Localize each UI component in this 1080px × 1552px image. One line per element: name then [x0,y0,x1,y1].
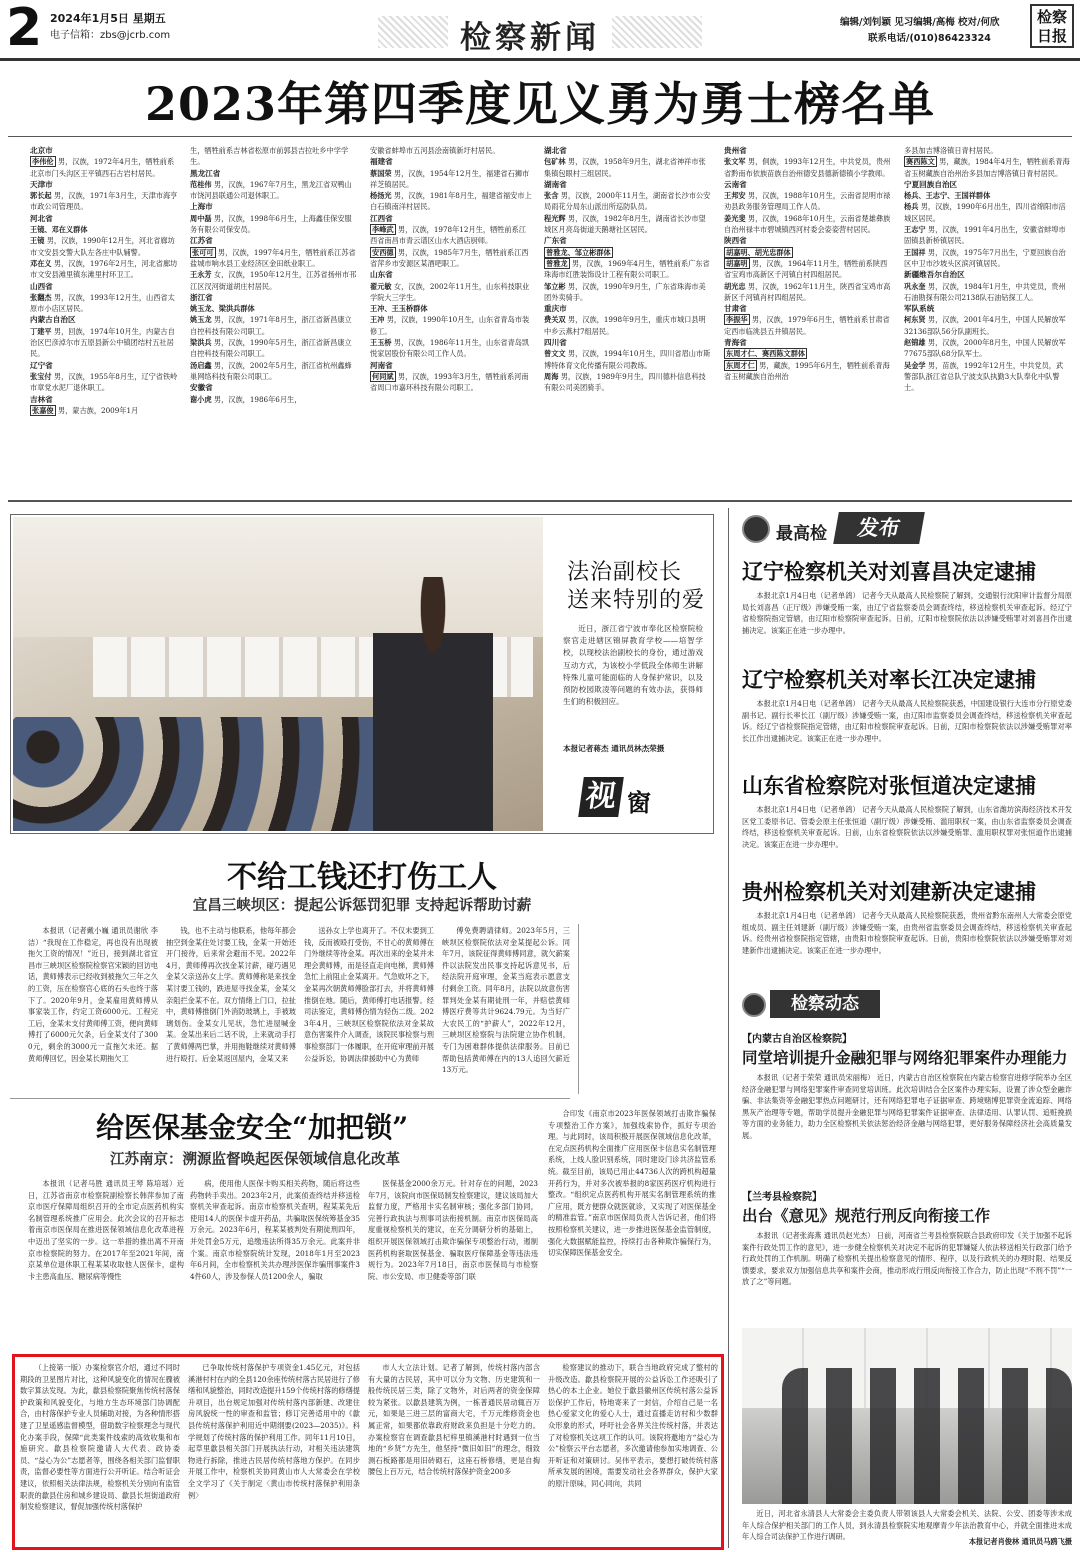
photo-story-credit: 本报记者蒋杰 通讯员林杰荣摄 [563,744,665,753]
honor-province: 河南省 [370,360,393,370]
honor-entry [544,247,712,258]
dynamic1-title: 同堂培训提升金融犯罪与网络犯罪案件办理能力 [742,1049,1068,1067]
honor-name: 姚玉龙、梁洪兵群体 [190,304,255,314]
honor-province: 福建省 [370,157,393,167]
continued-column-2: 已争取传统村落保护专项资金1.45亿元，对包括溪港村村在内的全县120余座传统村落古民居进行了修缮和风貌整治，同时改造提升159个传统村落的修缮提升项目，出台规定加强对传统村落内部新建、改建住房风貌统一性的审查和监管；修订完善适用中的《歙县传统村落保护利用近中期纲要(2023—2035)》。科学规划了传统村落的保护利用工作。同年11月10日，起草里歙县相关部门开展执法行动，对相关违法建筑物进行拆除，推进古民居传统村落地方保护。在同步开展工作中，检察机关协同黄山市人大常委会在学校全文学习了《关于制定〈黄山市传统村落保护利用条例〉 [188,1363,360,1500]
view-window-badge: 视 [578,777,624,817]
honor-name: 姚玉龙 [190,315,212,325]
honor-name: 梁洪兵 [190,338,212,348]
honor-name: 胡嘉明、胡光忠群体 [726,247,791,257]
honor-entry [904,145,1070,156]
honor-name: 王志宁 [904,225,926,235]
honor-province: 广东省 [544,236,567,246]
honor-name: 胡嘉明 [726,258,748,268]
honor-name: 吴金学 [904,360,926,370]
honor-province: 辽宁省 [30,360,53,370]
honor-entry-text: 男，汉族，1990年9月生，广东省珠海市美团外卖骑手。 [544,281,706,302]
honor-entry-text: 男，汉族，1979年6月生，牺牲前系甘肃省定西市临洮县五井镇居民。 [724,315,890,336]
honor-entry [190,394,358,405]
honor-entry [370,247,532,270]
honor-entry [724,360,892,383]
honor-entry-text: 男，汉族，1967年7月生，黑龙江省双鸭山市饶河县联通公司退休职工。 [190,179,352,201]
honor-name: 蔡国荣 [370,168,392,178]
honor-entry-text: 男，汉族，1971年3月生，天津市海亨市政公司管理员。 [30,191,178,212]
honor-name: 王冲、王玉桥群体 [370,304,428,314]
honor-entry [190,145,358,168]
honor-entry [544,190,712,213]
news4-body: 本报北京1月4日电（记者单鸽） 记者今天从最高人民检察院获悉，贵州省黔东南州人大常委会原党组成员、副主任刘建新（副厅级）涉嫌受贿一案，由贵州省监察委员会调查终结，移送检察机关审查起诉。经贵州省检察院指定管辖，由贵阳市检察院审查起诉。日前，贵阳市检察院依法以涉嫌受贿罪对刘建新作出逮捕决定。该案正在进一步办理中。 [742,911,1072,955]
article-divider [578,924,579,1094]
honor-name: 张含 [544,191,559,201]
classroom-photo [13,517,543,831]
honor-entry [30,405,178,416]
honor-province: 云南省 [724,179,747,189]
honor-name: 郭长起 [30,191,52,201]
photo-teacher [373,577,493,831]
honor-entry-text: 男，藏族，1995年6月生，牺牲前系青海省玉树藏族自治州治 [724,360,890,381]
honor-entry-text: 男，藏族，1984年4月生，牺牲前系青海省玉树藏族自治州治多县加吉博洛镇日青村居民。 [904,157,1070,178]
spp-tag: 最高检 [776,524,827,544]
honor-province: 重庆市 [544,304,567,314]
honor-name: 汤启鑫 [190,360,212,370]
honor-entry [544,213,712,236]
honor-entry [370,145,532,156]
honor-name: 程光辉 [544,213,566,223]
honor-name: 安西德 [372,247,394,257]
article2-column-1: 本报讯（记者马胜 通讯员王琴 陈培瑶）近日，江苏省南京市检察院副检察长韩萍参加了南京市医疗保障局组织召开的全市定点医药机构实名制管理系统推广应用会。此次会议的召开标志着南京市医保局在推进医保领域信息化改革进程中迈出了坚实的一步。这一举措的推出离不开南京市检察院的努力。在2017年至2021年间，南京某单位退休职工程某某收取他人医保卡，虚构卡主患高血压、糖尿病等慢性 [28,1179,184,1281]
masthead-rule [0,58,1080,61]
honor-entry [904,190,1070,201]
honor-entry [370,337,532,360]
issue-date: 2024年1月5日 星期五 [50,12,166,25]
honor-entry [370,190,532,213]
honor-name: 包矿林 [544,157,566,167]
honor-entry-text: 男，汉族，1976年2月生，河北省廊坊市文安县滩里镇东滩里村环卫工。 [30,258,178,280]
honor-entry-text: 男，汉族，1954年12月生，福建省石狮市祥芝镇居民。 [370,168,530,189]
continued-column-4: 检察建议的推动下，联合当地政府完成了整村的升级改造。歙县检察院开展的公益诉讼工作还吸引了热心的本土企业。她位于歙县徽州区传统村落公益诉讼保护工作后，特地寄来了一封信，介绍自己是一名热心爱家文化的爱心人士，通过直播走访村和少数群众形象的形式，呼吁社会各界关注传统村落，并表达了对检察机关这项工作的认可。该院将邀地方“益心为公”检察云平台志愿者，多次邀请他参加实地调查、公开听证和对策研讨。吴伟平表示，要想打破传统村落所承发展的困境，需要发动社会各界群众，保护大家的原汁原味，同心同向，共同 [548,1363,718,1488]
honor-province: 内蒙古自治区 [30,315,76,325]
honor-entry [544,258,712,281]
honor-column-5 [724,145,892,493]
honor-entry-text: 男，汉族，1998年6月生，上海鑫佳保安服务有限公司保安员。 [190,213,352,235]
photo-story-text: 近日，浙江省宁波市奉化区检察院检察官走进辖区锦屏教育学校——培智学校，以现校法治副校长的身份，通过游戏互动方式，为该校小学低段全体师生讲解特殊儿童可能面临的人身保护常识，以及预防校园欺凌等问题的有效办法，获得师生们的积极回应。 [563,624,703,707]
article1-subtitle: 宜昌三峡坝区：提起公诉惩罚犯罪 支持起诉帮助讨薪 [192,898,532,914]
honor-entry [724,247,892,258]
honor-entry [724,281,892,304]
honor-entry [30,371,178,394]
honor-entry-text: 男，汉族，2000年11月生，湖南省长沙市公安局雨花分局东山派出所巡防队员。 [544,191,711,212]
honor-name: 曾雅龙、邹立彬群体 [546,247,611,257]
dynamic2-body: 本报讯（记者张海燕 通讯员赵光杰） 日前，河南省兰考县检察院联合县政府印发《关于加强不起诉案件行政处罚工作的意见》，进一步健全检察机关对决定不起诉的犯罪嫌疑人依法移送相关行政部门给予行政处罚的工作机制。明确了检察机关提出检察意见的情形、程序，以及行政机关的办理时限、结果反馈要求，要求双方加强信息共享和案件会商，推动形成行刑反向衔接工作合力，防止出现“不刑不罚”“一放了之”等问题。 [742,1231,1072,1287]
honor-entry [724,156,892,179]
honor-entry-text: 男，汉族，2002年5月生，浙江省杭州鑫蜂巢网络科技有限公司职工。 [190,360,352,381]
honor-entry [190,337,358,360]
honor-entry [370,168,532,191]
honor-name: 王镜 [30,236,45,246]
honor-province: 湖北省 [544,146,567,155]
honor-entry [190,314,358,337]
honor-name: 张可可 [192,247,214,257]
article2-subtitle: 江苏南京：溯源监督唤起医保领域信息化改革 [110,1152,400,1168]
honor-entry [904,224,1070,247]
honor-province: 甘肃省 [724,304,747,314]
dynamic2-source: 【兰考县检察院】 [742,1192,822,1203]
honor-name: 邹立彬 [544,281,566,291]
honor-name: 王国祥 [904,247,926,257]
honor-name: 姜光斐 [724,213,746,223]
honor-name: 巩永奎 [904,281,926,291]
honor-name: 曾雅龙 [546,258,568,268]
article2-column-3: 医保基金2000余万元。针对存在的问题，2023年7月，该院向市医保局制发检察建议，建议该局加大监督力度，严格用卡实名制审核；强化多部门协同，完善行政执法与刑事司法衔接机制。南京市医保局高度重视检察机关的建议，在充分调研分析的基础上，组织开展医保领域打击欺诈骗保专项整治行动，遏制医药机构套取医保基金、骗取医疗保障基金等违法违规行为。2023年7月18日，南京市医保局与市检察院、市公安局、市卫健委等部门联 [368,1179,538,1281]
honor-name: 王冲 [370,315,385,325]
honor-name: 杨兵、王志宁、王国祥群体 [904,191,991,201]
honor-entry-text: 男，汉族，1994年10月生，四川省眉山市斯博特体育文化传播有限公司教练。 [544,349,711,370]
honor-entry-text: 男，汉族，1968年10月生，云南省楚雄彝族自治州禄丰市碧城镇西河村委会姿姿营村居民。 [724,213,891,235]
article1-bottom-rule [10,1098,570,1099]
honor-name: 张翻杰 [30,292,52,302]
honor-entry-text: 男，汉族，1972年4月生，牺牲前系北京市门头沟区王平镇西石古岩村居民。 [30,157,175,178]
honor-entry-text: 男，汉族，1997年4月生，牺牲前系江苏省盐城市响水县工业经济区金田纸业职工。 [190,247,356,268]
honor-name: 丁建平 [30,326,52,336]
honor-entry [30,235,178,258]
honor-entry [904,337,1070,360]
honor-name: 王镜、邓在义群体 [30,225,88,235]
photo-story-title-line2: 送来特别的爱 [567,588,706,613]
honor-entry-text: 男，汉族，1984年1月生，中共党员，贵州石油勘探有限公司2138队石油钻探工人。 [904,281,1066,302]
honor-bottom-rule [8,500,1072,502]
spp-emblem-icon [742,515,770,543]
honor-name: 赵锦雄 [904,338,926,348]
article2-column-2: 病，使用他人医保卡购买相关药物，随后将这些药物转手卖出。2023年2月，此案侦查终结并移送检察机关审查起诉。南京市检察机关查明，程某某先后使用14人的医保卡虚开药品，共骗取医保统筹基金35万余元。2023年6月，程某某被判处有期徒刑四年，并处罚金5万元，追缴违法所得35万余元。此案并非个案。南京市检察院统计发现，2018年1月至2023年6月间，全市检察机关共办理涉医保诈骗刑事案件34件60人，涉及参保人员1200余人，骗取 [190,1179,360,1281]
photo-story [10,514,714,834]
honor-province: 江西省 [370,213,393,223]
honor-province: 军队系统 [904,304,935,314]
honor-entry [30,190,178,213]
honor-column-2 [190,145,358,493]
honor-name: 王邦安 [724,191,746,201]
honor-entry-text: 男，汉族，1989年9月生，四川德朴信息科技有限公司美团骑手。 [544,371,706,393]
honor-entry-text: 安徽省蚌埠市五河县浍南镇新圩村居民。 [370,146,500,155]
honor-entry [30,292,178,315]
procuratorate-news-tag: 检察动态 [770,990,880,1018]
honor-province: 江苏省 [190,236,213,246]
news3-body: 本报北京1月4日电（记者单鸽） 记者今天从最高人民检察院了解到，山东省潍坊滨海经济技术开发区党工委原书记、管委会原主任张恒道（副厅级）涉嫌受贿、滥用职权一案，由山东省监察委员会调查终结，移送检察机关审查起诉。日前，山东省检察院依法以涉嫌受贿罪、滥用职权罪对张恒道作出逮捕决定。该案正在进一步办理中。 [742,805,1072,849]
honor-name: 范桂伟 [190,179,212,189]
honor-entry-text: 男，汉族，1958年9月生，湖北省神祥市张集镇包眼村三组居民。 [544,157,706,178]
honor-province: 山东省 [370,270,393,280]
honor-entry [30,156,178,179]
honor-entry [904,156,1070,179]
honor-entry [30,258,178,281]
honor-entry-text: 男，汉族，1978年12月生，牺牲前系江西省南昌市青云谱区山水大酒店厨师。 [370,225,526,246]
honor-entry-text: 男，汉族，1998年9月生，重庆市城口县明中乡云燕村7组居民。 [544,315,706,336]
honor-entry [544,156,712,179]
honor-entry-text: 男，汉族，1962年11月生，陕西省宝鸡市高新区千河镇肖村四组居民。 [724,281,891,302]
procuratorate-news-header [740,990,910,1020]
honor-entry [724,258,892,281]
photo-story-title-line1: 法治副校长 [567,560,683,585]
honor-entry-text: 男，汉族，1991年4月出生，安徽省蚌埠市固镇县新桥镇居民。 [904,225,1066,246]
honor-entry-text: 男，汉族，1990年6月出生，四川省绵阳市涪城区居民。 [904,202,1066,223]
honor-entry-text: 男，汉族，1990年10月生，山东省青岛市装修工。 [370,315,530,336]
news1-title: 辽宁检察机关对刘喜昌决定逮捕 [742,559,1036,584]
news3-title: 山东省检察院对张恒道决定逮捕 [742,773,1036,798]
honor-province: 湖南省 [544,179,567,189]
editors: 编辑/刘钊颖 见习编辑/高梅 校对/何欣 [840,17,1000,28]
honor-entry [904,201,1070,224]
honor-entry-text: 男，汉族，2001年4月生，中国人民解放军32136部队56分队副班长。 [904,315,1066,336]
honor-entry [904,247,1070,270]
honor-entry-text: 男，侗族，1993年12月生，中共党员，贵州省黔南布依族苗族自治州德安县德新德镇小学教师。 [724,157,891,178]
article1-title: 不给工钱还打伤工人 [227,860,497,895]
honor-entry [904,281,1070,304]
honor-province: 山西省 [30,281,53,291]
honor-entry [190,179,358,202]
honor-entry [190,360,358,383]
honor-entry [370,303,532,314]
honor-province: 北京市 [30,146,53,155]
visit-photo [742,1328,1072,1504]
honor-entry-text: 男，汉族，1990年5月生，浙江省新昌康立自控科技有限公司职工。 [190,338,352,359]
honor-entry-text: 男，汉族，1993年3月生，牺牲前系河南省周口市嘉环科技有限公司职工。 [370,371,529,393]
honor-name: 何同斌 [372,371,394,381]
honor-entry [190,247,358,270]
dynamic1-body: 本报讯（记者于荣荣 通讯员宋丽梅） 近日，内蒙古自治区检察院在内蒙古检察官进修学院举办全区经济金融犯罪与网络犯罪案件审查同堂培训班。此次培训结合全区案件办理实际，设置了涉众型金融诈骗、非法集资等金融犯罪热点问题研讨，还有网络犯罪电子证据审查、跨境赌博犯罪资金流追踪、网络黑灰产治理等专题，帮助学员提升金融犯罪与网络犯罪案件证据审查、法律适用、认罪认罚、追赃挽损等方面的业务能力，助力全区检察机关依法惩治经济金融与网络犯罪，更好服务保障经济社会高质量发展。 [742,1073,1072,1140]
honor-entry [370,314,532,337]
honor-name: 张宝付 [30,371,52,381]
honor-entry [544,281,712,304]
honor-entry [544,348,712,371]
honor-entry [724,213,892,236]
honor-province: 吉林省 [30,394,53,404]
masthead [0,0,1080,62]
honor-entry-text: 男，蒙古族，2009年1月 [57,405,139,415]
honor-name: 杨扬光 [370,191,392,201]
honor-name: 赛西陈文 [906,157,935,167]
visit-photo-people [782,1368,1072,1504]
honor-name: 张嘉俊 [32,405,54,415]
honor-entry [724,314,892,337]
dynamic2-title: 出台《意见》规范行刑反向衔接工作 [742,1207,991,1225]
honor-name: 王永芳 [190,270,212,280]
honor-title: 2023年第四季度见义勇为勇士榜名单 [144,77,936,131]
honor-province: 河北省 [30,213,53,223]
honor-entry [544,371,712,394]
honor-entry [190,303,358,314]
article1-column-1: 本报讯（记者戴小巍 通讯员谢欣 李洁）“我现在工作稳定，再也没有出现被拖欠工资的情况！”近日，接到湖北省宜昌市三峡坝区检察院检察官宋颖的回访电话，黄师傅表示已经收到被拖欠三年之久的工资，压在检察官心底的石头也终于落下了。2020年9月，金某雇用黄师傅从事家装工作，约定工资6000元。工程完工后，金某未支付黄师傅工资，便向黄师傅打了6000元欠条，后金某支付了3000元，剩余的3000元一直拖欠未还。据黄师傅回忆，因金某长期拖欠工 [28,926,158,1063]
honor-province: 天津市 [30,179,53,189]
continued-column-3: 市人大立法计划。记者了解到，传统村落内部含有大量的古民居，其中可以分为文物、历史建筑和一般传统民居三类，除了文物外，对后两者的资金保障较为紧张。以歙县建筑为例，一栋普通民居动辄百万元，如果是三进三层的富商大宅，千万元维修资金也属正常，如果都依靠政府财政来负担是十分吃力的。办案检察官在调查歙县杞梓里镇溪港村时遇到一位当地的“乡贤”方先生，他坚持“微旧如旧”的理念，细致测石板路都是用旧砖砌石，这座石桥修缮，更是自掏腰包上百万元，结合传统村落保护资金200多 [368,1363,540,1477]
section-title: 检察新闻 [448,12,612,57]
honor-province: 青海省 [724,338,747,348]
honor-entry-text: 生，牺牲前系吉林省松原市前郭县吉拉吐乡中学学生。 [190,146,349,167]
honor-entry [904,314,1070,337]
honor-name: 东周才仁 [726,360,755,370]
honor-entry-text: 男，汉族，1975年7月出生，宁夏回族自治区中卫市沙坡头区滨河镇居民。 [904,247,1066,268]
honor-column-6 [904,145,1070,493]
honor-entry [724,190,892,213]
honor-entry-text: 男，汉族，1986年11月生，山东省青岛凯悦家居股份有限公司工作人员。 [370,338,530,359]
visit-photo-caption: 近日，河北省永清县人大常委会主委负责人带领该县人大常委会机关、法院、公安、团委等涉未成年人综合保护相关部门的工作人员，到永清县检察院实地观摩青少年法治教育中心，并就全面推进未成年人综合司法保护工作进行调研。 [742,1509,1072,1542]
honor-name: 李伟伦 [32,157,54,167]
honor-entry-text: 多县加吉博洛镇日青村居民。 [904,146,998,155]
honor-entry [904,360,1070,394]
honor-province: 上海市 [190,202,213,212]
honor-name: 李振华 [726,315,748,325]
honor-entry-text: 女，汉族，1950年12月生，江苏省扬州市邗江区汊河街道胡庄村居民。 [190,270,357,291]
honor-column-3 [370,145,532,493]
honor-name: 杨兵 [904,202,919,212]
honor-entry [190,269,358,292]
honor-divider [8,136,1072,137]
honor-name: 周海 [544,371,559,381]
honor-entry-text: 男，汉族，1969年4月生，牺牲前系广东省珠海市红胜装饰设计工程有限公司职工。 [544,258,710,280]
release-tag: 发布 [833,512,925,544]
honor-entry-text: 男，汉族，1982年8月生，湖南省长沙市望城区月亮岛街道天鹅塘社区居民。 [544,213,706,235]
news4-title: 贵州检察机关对刘建新决定逮捕 [742,879,1036,904]
email: 电子信箱：zbs@jcrb.com [50,30,171,41]
honor-entry-text: 男，回族，1974年10月生，内蒙古自治区巴彦淖尔市五原县新公中镇团结村五社居民。 [30,326,175,359]
article1-column-4: 傅免费聘请律师。2023年5月，三峡坝区检察院依法对金某提起公诉。同年7月，该院征得黄师傅同意，就欠薪案件以法院发出民事支持起诉意见书，后经法院开庭审理，金某当庭表示愿意支付剩余工资。同年8月，法院以故意伤害罪判处金某有期徒刑一年，并赔偿黄师傅医疗费等共计9624.79元。为当好广大农民工的“护薪人”，2022年12月，三峡坝区检察院与法院建立协作机制，专门为困难群体提供法律服务。目前已帮助包括黄师傅在内的13人追回欠薪近13万元。 [442,926,570,1075]
honor-name: 李峰武 [372,225,394,235]
newspaper-logo: 检察 日报 [1030,4,1074,48]
continued-column-1: （上接第一版）办案检察官介绍，通过不同时期段的卫星图片对比，这种风貌变化的情况在骤被数字算法发现。为此，歙县检察院聚焦传统村落保护政策和风貌变化，与地方生态环境部门协调配合，由村落保护专业人员辅助对接，为各种情形搭建了卫星遥感监督模型，借助数字检察理念与现代化办案手段，保障“此类案件线索的高效收集和布施研究。歙县检察院邀请人大代表、政协委员、“益心为公”志愿者等，围绕各相关部门监督职责，监督必要性等方面进行公开听证。结合听证会建议，依照相关法律法规，检察机关分别向有监管职责的歙县住房和城乡建设局、歙县长垣街道政府制发检察建议，督促加强传统村落保护 [20,1363,180,1512]
honor-name: 柯东贤 [904,315,926,325]
honor-province: 贵州省 [724,146,747,155]
honor-entry-text: 男，汉族，1955年8月生，辽宁省铁岭市章党水泥厂退休职工。 [30,371,178,393]
honor-province: 黑龙江省 [190,168,221,178]
honor-entry-text: 女，汉族，2002年11月生，山东科技职业学院大三学生。 [370,281,530,302]
article2-title: 给医保基金安全“加把锁” [96,1111,409,1144]
honor-province: 新疆维吾尔自治区 [904,270,965,280]
honor-entry-text: 男，汉族，1971年8月生，浙江省新昌康立自控科技有限公司职工。 [190,315,352,336]
news1-body: 本报北京1月4日电（记者单鸽） 记者今天从最高人民检察院了解到，交通银行沈阳审计监督分局原局长刘喜昌（正厅级）涉嫌受贿一案，由辽宁省监察委员会调查终结，移送检察机关审查起诉。经辽宁省检察院指定管辖，由辽阳市检察院审查起诉。日前，辽阳市检察院依法以涉嫌受贿罪对刘喜昌作出逮捕决定。该案正在进一步办理中。 [742,591,1072,635]
honor-entry [370,371,532,394]
honor-entry-text: 男，汉族，1981年8月生，福建省福安市上白石镇南洋村居民。 [370,191,532,212]
honor-name: 周中磊 [190,213,212,223]
honor-entry-text: 男，汉族，1985年7月生，牺牲前系江西省萍乡市安源区某酒吧职工。 [370,247,529,268]
honor-name: 曾文文 [544,349,566,359]
honor-province: 陕西省 [724,236,747,246]
honor-name: 邓在义 [30,258,52,268]
honor-column-1 [30,145,178,493]
honor-name: 翟元敏 [370,281,392,291]
honor-entry [30,224,178,235]
article1-column-2: 钱，也不主动与他联系，他每年都会抽空到金某住处讨要工钱，金某一开始还开门接待，后来常会避而不见。2022年4月，黄师傅再次找金某讨薪，碰巧遇见金某父亲送孙女上学。黄师傅称是来找金某讨要工钱的，跌进屋寻找金某，金某父亲阻拦金某不在。双方情绪上门口，拉扯中，黄师傅推倒门外消防玻璃上，手被玻璃划伤。金某女儿见状，急忙进屋喊金某。金某出来后二话不说，上来就动手打了黄师傅两巴掌，并用拖鞋继续对黄师傅进行殴打。后金某返回屋内，金某又来 [166,926,296,1063]
honor-name: 东周才仁、赛西陈文群体 [726,349,806,359]
honor-entry [370,224,532,247]
contact-phone: 联系电话/(010)86423324 [868,33,991,44]
honor-entry [724,348,892,359]
honor-entry-text: 男，汉族，1986年6月生， [213,394,302,404]
honor-name: 谢小虎 [190,394,212,404]
article2-column-4: 合印发《南京市2023年医保领域打击欺诈骗保专项整治工作方案》，加强线索协作，抓好专项治理。与此同时，该局积极开展医保领域信息化改革，在定点医药机构全面推广应用医保卡信息实名制管理系统，上线人脸识别系统，同时建设门诊共济监管系统。截至目前，该局已用止44736人次的跨机构超量开药行为，并对多次被举报的8家医药医疗机构进行整改。“组织定点医药机构开展实名制管理系统的推广应用，既方便群众就医就诊，又实现了对医保基金的精准监管。”南京市医保局负责人告诉记者，他们将按照检察机关建议，进一步推进医保基金监管制度，强化大数据赋能监控，持续打击各种欺诈骗保行为，切实保障医保基金安全。 [548,1109,716,1258]
honor-entry-text: 男，汉族，1993年12月生，山西省太原市小店区居民。 [30,292,175,314]
honor-entry [30,326,178,360]
honor-province: 安徽省 [190,383,213,393]
procuratorate-emblem-icon [742,993,766,1017]
article1-column-3: 送孙女上学也离开了。不仅未要到工钱，反而被殴打受伤，不甘心的黄师傅在门外继续等待金某。再次出来的金某并未理会黄师傅，而是径直走向电梯，黄师傅急忙上前阻止金某离开。气急败坏之下，金某再次朝黄师傅脸部打去，并将黄师傅推倒在地。随后，黄师傅打电话报警。经司法鉴定，黄师傅伤情为轻伤二级。2023年4月，三峡坝区检察院依法对金某故意伤害案件介入调查，该院民事检察与刑事检察部门一体履职，在开庭审理前开展公益诉讼，协调法律援助中心为黄师 [304,926,434,1063]
page-number: 2 [6,0,43,58]
honor-entry-text: 男，汉族，1988年10月生，云南省昆明市禄劝县政务服务管理局工作人员。 [724,191,891,212]
honor-name: 王玉桥 [370,338,392,348]
honor-entry-text: 男，汉族，1964年11月生，牺牲前系陕西省宝鸡市高新区千河镇白村四组居民。 [724,258,888,280]
honor-entry [544,314,712,337]
right-column-divider [728,508,729,1548]
honor-column-4 [544,145,712,493]
news2-title: 辽宁检察机关对率长江决定逮捕 [742,667,1036,692]
photo-students [13,717,373,831]
dynamic1-source: 【内蒙古自治区检察院】 [742,1034,852,1045]
honor-entry [190,213,358,236]
spp-release-header [740,512,1070,546]
honor-name: 胡光忠 [724,281,746,291]
honor-entry-text: 男，苗族，1992年12月生，中共党员，武警部队浙江省总队宁波支队执勤3大队奉化中队警士。 [904,360,1064,393]
honor-entry [370,281,532,304]
honor-entry-text: 男，汉族，2000年8月生，中国人民解放军77675部队68分队军士。 [904,338,1066,359]
honor-entry-text: 男，汉族，1990年12月生，河北省廊坊市文安县交警大队左各庄中队辅警。 [30,236,175,257]
view-window-badge-text: 窗 [627,788,651,817]
honor-name: 费关双 [544,315,566,325]
news2-body: 本报北京1月4日电（记者单鸽） 记者今天从最高人民检察院获悉，中国建设银行大连市分行原党委副书记、副行长率长江（副厅级）涉嫌受贿一案，由辽阳市监察委员会调查终结，移送检察机关审查起诉。经辽宁省检察院指定管辖，由辽阳市检察院审查起诉。日前，辽阳市检察院依法以涉嫌受贿罪对率长江作出逮捕决定。该案正在进一步办理中。 [742,699,1072,743]
honor-province: 浙江省 [190,292,213,302]
honor-province: 宁夏回族自治区 [904,179,958,189]
visit-photo-credit: 本报记者肖俊林 通讯员马鸥飞摄 [968,1537,1072,1546]
honor-name: 张文军 [724,157,746,167]
honor-province: 四川省 [544,338,567,348]
